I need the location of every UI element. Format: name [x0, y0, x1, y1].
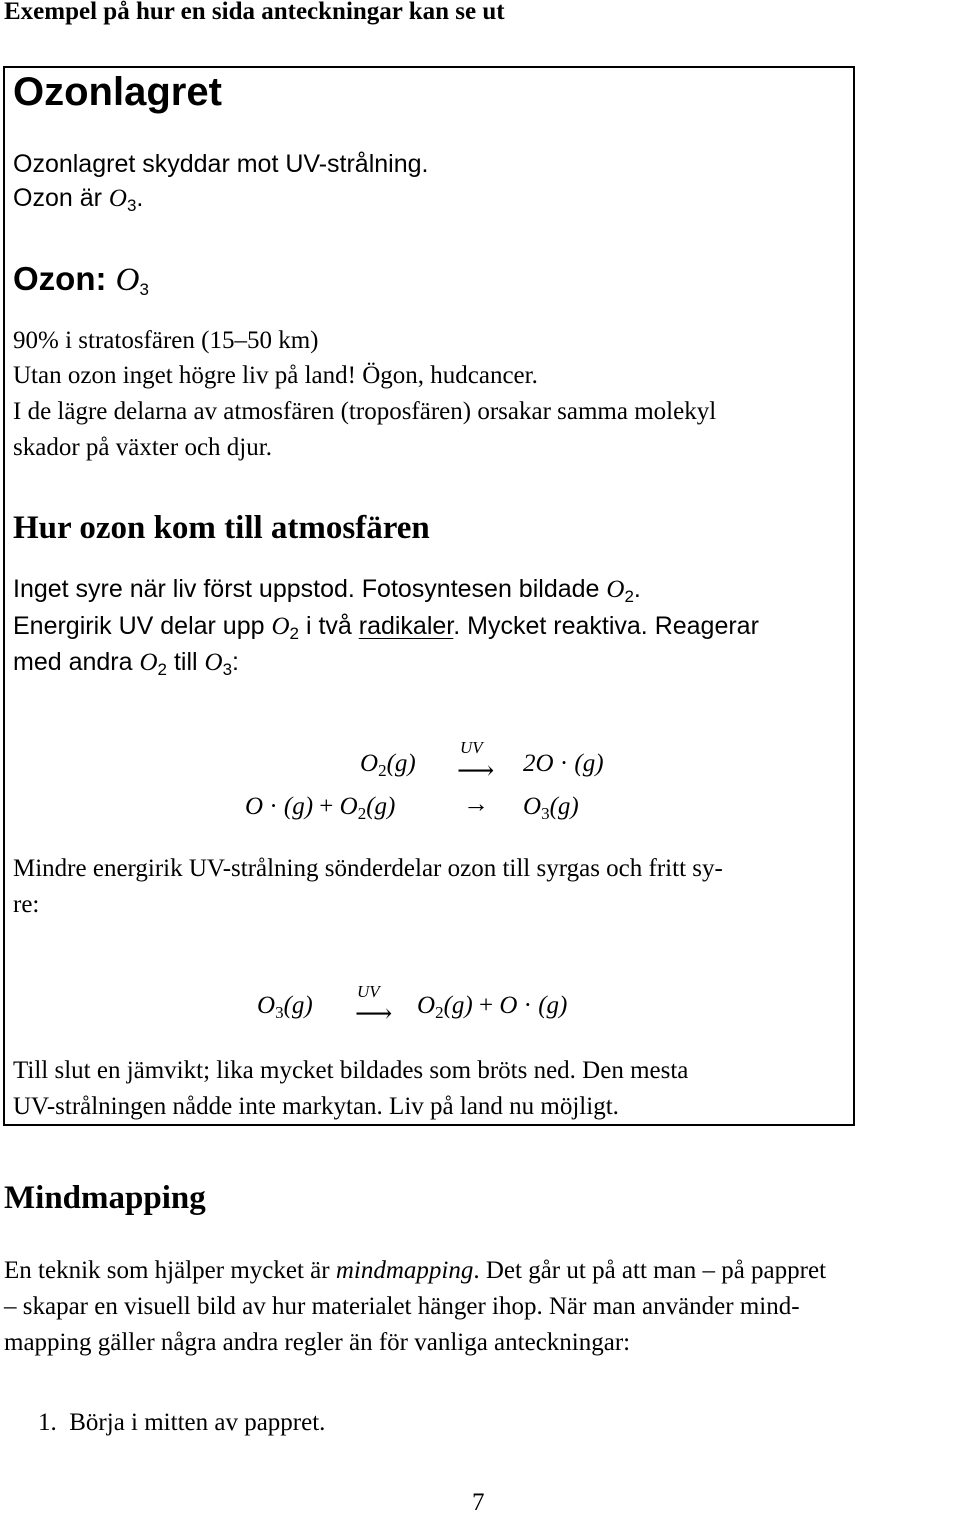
mindmapping-line-3: mapping gäller några andra regler än för vanliga anteckningar:: [4, 1329, 631, 1356]
eq1-lhs: $O_2(g)$: [360, 750, 416, 780]
eq1-arrow: ⟶: [457, 756, 495, 785]
eq2-lhs: $O \cdot (g) + O_2(g)$: [245, 793, 396, 823]
s4-line-1: Till slut en jämvikt; lika mycket bildades som bröts ned. Den mesta: [13, 1057, 689, 1084]
mindmapping-line-1: En teknik som hjälper mycket är mindmapping. Det går ut på att man – på pappret: [4, 1257, 827, 1284]
s1-line-2: Utan ozon inget högre liv på land! Ögon, hudcancer.: [13, 362, 538, 389]
eq3-lhs: $O_3(g)$: [257, 992, 313, 1022]
section-title-atmosfaren: Hur ozon kom till atmosfären: [13, 510, 430, 546]
eq1-rhs: 2O · (g): [523, 750, 604, 777]
page-heading: Exempel på hur en sida anteckningar kan se ut: [4, 0, 505, 25]
list-item-number: 1.: [38, 1409, 57, 1436]
eq3-arrow: ⟶: [355, 999, 393, 1028]
box-title: Ozonlagret: [13, 70, 222, 114]
eq3-uv-label: UV: [357, 982, 380, 1001]
page-number: 7: [472, 1489, 485, 1516]
eq2-rhs: $O_3(g)$: [523, 793, 579, 823]
s2-line-1: Inget syre när liv först uppstod. Fotosyntesen bildade $O_2$.: [13, 575, 641, 606]
s4-line-2: UV-strålningen nådde inte markytan. Liv på land nu möjligt.: [13, 1093, 619, 1120]
eq2-arrow: →: [463, 789, 489, 818]
mindmapping-title: Mindmapping: [4, 1180, 206, 1216]
note-box: [3, 66, 855, 1126]
intro-line-2: Ozon är $O_3$.: [13, 184, 144, 215]
s1-line-4: skador på växter och djur.: [13, 434, 272, 461]
s2-line-2: Energirik UV delar upp $O_2$ i två radikaler. Mycket reaktiva. Reagerar: [13, 612, 759, 643]
eq3-rhs: $O_2(g) + O \cdot (g)$: [417, 992, 568, 1022]
s1-line-3: I de lägre delarna av atmosfären (troposfären) orsakar samma molekyl: [13, 398, 717, 425]
s3-line-1: Mindre energirik UV-strålning sönderdelar ozon till syrgas och fritt sy-: [13, 855, 723, 882]
mindmapping-line-2: – skapar en visuell bild av hur materialet hänger ihop. När man använder mind-: [4, 1293, 800, 1320]
s2-line-3: med andra $O_2$ till $O_3$:: [13, 648, 239, 679]
list-item: [38, 1405, 325, 1441]
intro-line-1: Ozonlagret skyddar mot UV-strålning.: [13, 150, 429, 178]
s1-line-1: 90% i stratosfären (15–50 km): [13, 327, 319, 354]
s3-line-2: re:: [13, 891, 40, 918]
section-title-ozon: Ozon: $O_3$: [13, 260, 149, 299]
list-item-text: Börja i mitten av pappret.: [69, 1409, 326, 1436]
radikaler-link[interactable]: radikaler: [358, 612, 454, 640]
eq1-uv-label: UV: [460, 738, 483, 757]
